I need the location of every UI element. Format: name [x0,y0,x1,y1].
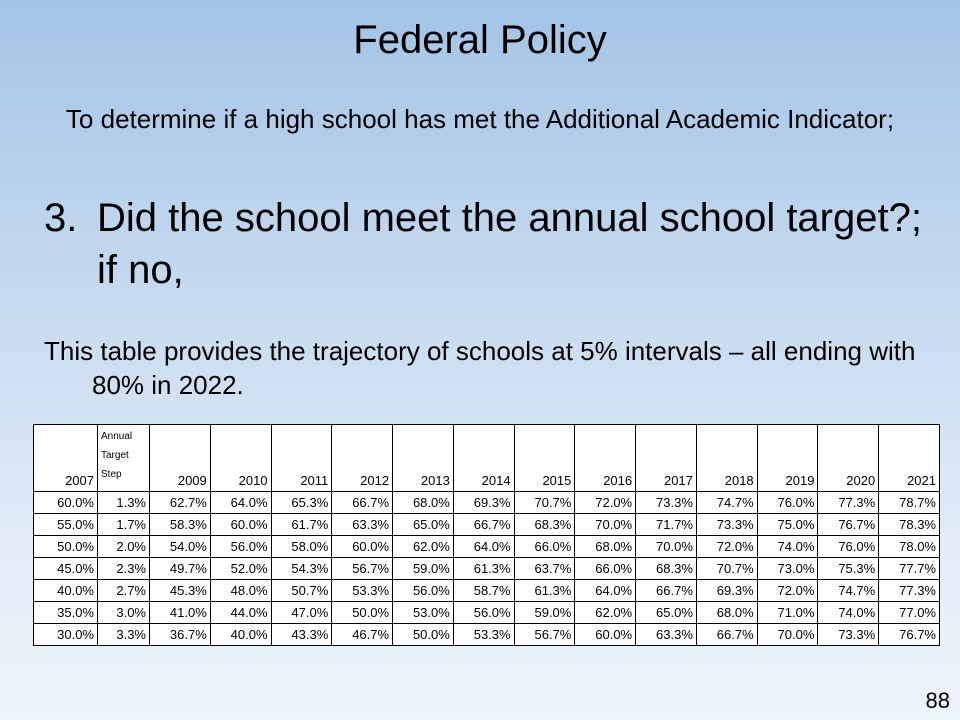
table-cell: 49.7% [150,558,211,580]
table-cell: 43.3% [271,624,332,646]
table-cell: 61.7% [271,514,332,536]
table-cell: 35.0% [34,602,98,624]
table-cell: 46.7% [332,624,393,646]
table-cell: 68.3% [636,558,697,580]
table-cell: 56.0% [393,580,454,602]
table-cell: 3.0% [98,602,150,624]
table-cell: 63.7% [514,558,575,580]
table-cell: 56.7% [332,558,393,580]
table-cell: 60.0% [34,492,98,514]
table-cell: 60.0% [332,536,393,558]
slide-title: Federal Policy [353,18,607,62]
table-cell: 64.0% [453,536,514,558]
table-row [34,624,940,646]
table-cell: 58.0% [271,536,332,558]
table-cell: 50.7% [271,580,332,602]
table-cell: 70.7% [514,492,575,514]
table-cell: 60.0% [575,624,636,646]
table-cell: 53.3% [453,624,514,646]
question-number: 3. [44,196,78,240]
table-cell: 68.0% [696,602,757,624]
table-description: This table provides the trajectory of schools at 5% intervals – all ending with 80% in 2022. [44,336,916,400]
table-cell: 68.3% [514,514,575,536]
column-header: 2013 [393,425,454,492]
table-cell: 72.0% [757,580,818,602]
question-text: Did the school meet the annual school target?; if no, [97,196,922,292]
table-cell: 72.0% [696,536,757,558]
table-cell: 77.0% [879,602,940,624]
table-cell: 56.0% [210,536,271,558]
table-cell: 71.0% [757,602,818,624]
table-body [34,492,940,646]
table-cell: 58.7% [453,580,514,602]
table-cell: 50.0% [332,602,393,624]
table-cell: 61.3% [514,580,575,602]
table-cell: 55.0% [34,514,98,536]
table-cell: 64.0% [210,492,271,514]
table-cell: 78.3% [879,514,940,536]
table-cell: 70.0% [575,514,636,536]
table-cell: 65.0% [393,514,454,536]
table-cell: 50.0% [393,624,454,646]
table-cell: 52.0% [210,558,271,580]
column-header: 2009 [150,425,211,492]
table-cell: 61.3% [453,558,514,580]
table-cell: 77.7% [879,558,940,580]
table-cell: 68.0% [393,492,454,514]
table-cell: 45.0% [34,558,98,580]
question-item [44,192,924,296]
table-cell: 75.3% [818,558,879,580]
slide-subtitle: To determine if a high school has met the Additional Academic Indicator; [65,104,895,134]
table-cell: 2.0% [98,536,150,558]
table-cell: 77.3% [879,580,940,602]
column-header: 2012 [332,425,393,492]
table-cell: 59.0% [393,558,454,580]
column-header: 2021 [879,425,940,492]
table-cell: 69.3% [453,492,514,514]
table-cell: 76.7% [818,514,879,536]
column-header: 2016 [575,425,636,492]
table-cell: 63.3% [332,514,393,536]
table-cell: 68.0% [575,536,636,558]
table-cell: 1.3% [98,492,150,514]
column-header: 2010 [210,425,271,492]
column-header: 2014 [453,425,514,492]
table-cell: 66.0% [514,536,575,558]
table-row [34,602,940,624]
table-cell: 77.3% [818,492,879,514]
table-cell: 74.0% [818,602,879,624]
table-cell: 75.0% [757,514,818,536]
table-cell: 40.0% [210,624,271,646]
table-cell: 56.7% [514,624,575,646]
table-cell: 56.0% [453,602,514,624]
table-cell: 74.7% [696,492,757,514]
trajectory-table [33,424,940,646]
table-cell: 66.7% [636,580,697,602]
table-row [34,536,940,558]
table-cell: 73.3% [696,514,757,536]
table-cell: 54.3% [271,558,332,580]
column-header: 2019 [757,425,818,492]
table-cell: 69.3% [696,580,757,602]
table-cell: 45.3% [150,580,211,602]
table-cell: 73.0% [757,558,818,580]
table-cell: 59.0% [514,602,575,624]
table-cell: 3.3% [98,624,150,646]
table-cell: 78.0% [879,536,940,558]
column-header: 2018 [696,425,757,492]
table-cell: 30.0% [34,624,98,646]
table-cell: 78.7% [879,492,940,514]
table-cell: 60.0% [210,514,271,536]
table-cell: 64.0% [575,580,636,602]
table-cell: 74.7% [818,580,879,602]
table-cell: 48.0% [210,580,271,602]
table-cell: 70.0% [636,536,697,558]
table-cell: 66.7% [332,492,393,514]
table-cell: 72.0% [575,492,636,514]
table-cell: 70.0% [757,624,818,646]
table-cell: 53.3% [332,580,393,602]
table-cell: 2.7% [98,580,150,602]
column-header: 2015 [514,425,575,492]
table-cell: 62.7% [150,492,211,514]
table-cell: 2.3% [98,558,150,580]
table-cell: 47.0% [271,602,332,624]
table-row [34,580,940,602]
table-cell: 66.7% [696,624,757,646]
table-cell: 62.0% [393,536,454,558]
table-cell: 54.0% [150,536,211,558]
table-cell: 50.0% [34,536,98,558]
table-header-row [34,425,940,492]
table-cell: 65.0% [636,602,697,624]
table-row [34,558,940,580]
table-cell: 74.0% [757,536,818,558]
table-cell: 65.3% [271,492,332,514]
table-cell: 70.7% [696,558,757,580]
table-cell: 73.3% [818,624,879,646]
column-header: 2017 [636,425,697,492]
table-cell: 76.0% [757,492,818,514]
table-cell: 41.0% [150,602,211,624]
table-cell: 63.3% [636,624,697,646]
table-cell: 40.0% [34,580,98,602]
table-cell: 71.7% [636,514,697,536]
table-cell: 36.7% [150,624,211,646]
table-cell: 62.0% [575,602,636,624]
table-cell: 44.0% [210,602,271,624]
table-cell: 66.7% [453,514,514,536]
table-cell: 58.3% [150,514,211,536]
table-cell: 73.3% [636,492,697,514]
table-cell: 53.0% [393,602,454,624]
table-row [34,514,940,536]
column-header: 2011 [271,425,332,492]
table-cell: 66.0% [575,558,636,580]
table-cell: 76.7% [879,624,940,646]
page-number: 88 [925,688,950,713]
table-cell: 76.0% [818,536,879,558]
table-cell: 1.7% [98,514,150,536]
column-header-annual-target-step: Annual Target Step [98,425,150,492]
table-row [34,492,940,514]
column-header: 2020 [818,425,879,492]
column-header: 2007 [34,425,98,492]
